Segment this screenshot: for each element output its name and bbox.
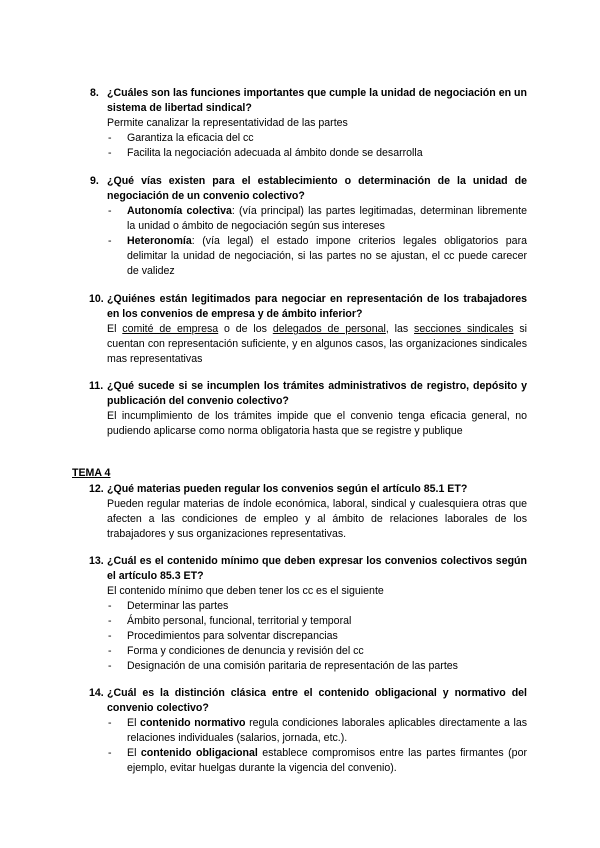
question-text: ¿Cuáles son las funciones importantes que cumple la unidad de negociación en un sistema de libertad sindical? <box>107 87 527 114</box>
question-number: 8. <box>90 87 99 99</box>
question-text: ¿Cuál es la distinción clásica entre el contenido obligacional y normativo del convenio colectivo? <box>107 687 527 714</box>
question-title <box>90 86 527 116</box>
item-text: regula condiciones laborales aplicables directamente a las relaciones individuales (salarios, jornada, etc.). <box>127 717 528 744</box>
answer-text: Pueden regular materias de índole económica, laboral, sindical y cualesquiera otras que afecten a las condiciones de empleo y al ámbito de relaciones laborales de los trabajadores y sus organizaciones representativas. <box>107 498 527 540</box>
question-text: ¿Qué vías existen para el establecimiento o determinación de la unidad de negociación de un convenio colectivo? <box>107 175 527 202</box>
answer-text: El incumplimiento de los trámites impide que el convenio tenga eficacia general, no pudiendo aplicarse como norma obligatoria hasta que se registre y publique <box>107 410 527 437</box>
question-text: ¿Qué materias pueden regular los convenios según el artículo 85.1 ET? <box>107 483 468 495</box>
question-title <box>90 686 527 716</box>
list-item: - Garantiza la eficacia del cc <box>127 131 527 146</box>
question-title <box>90 554 527 584</box>
question-11 <box>90 379 527 439</box>
term: Autonomía colectiva <box>127 205 232 217</box>
list-item: - El contenido obligacional establece compromisos entre las partes firmantes (por ejemplo, evitar huelgas durante la vigencia del convenio). <box>127 746 527 776</box>
question-8 <box>90 86 527 161</box>
term: Heteronomía <box>127 235 192 247</box>
question-title <box>90 174 527 204</box>
list-item: - Procedimientos para solventar discrepancias <box>127 629 527 644</box>
question-text: ¿Qué sucede si se incumplen los trámites administrativos de registro, depósito y publicación del convenio colectivo? <box>107 380 527 407</box>
question-10 <box>90 292 527 367</box>
item-text: : (vía legal) el estado impone criterios legales obligatorios para delimitar la unidad de negociación, si las partes no se ajustan, el cc puede carecer de validez <box>127 235 527 277</box>
question-title <box>90 379 527 409</box>
list-item: - Forma y condiciones de denuncia y revisión del cc <box>127 644 527 659</box>
term: contenido obligacional <box>140 747 258 759</box>
list-item <box>127 234 527 279</box>
list-item <box>127 204 527 234</box>
list-item: - Facilita la negociación adecuada al ámbito donde se desarrolla <box>127 146 527 161</box>
question-number: 12. <box>89 483 104 495</box>
section-heading: TEMA 4 <box>72 467 111 479</box>
answer-list <box>90 204 527 279</box>
list-item: - El contenido normativo regula condiciones laborales aplicables directamente a las relaciones individuales (salarios, jornada, etc.). <box>127 716 527 746</box>
term-secciones: secciones sindicales <box>414 323 514 335</box>
question-13 <box>90 554 527 674</box>
question-number: 11. <box>89 380 104 392</box>
answer-list <box>90 716 527 776</box>
question-title <box>90 482 527 497</box>
answer-list <box>90 131 527 161</box>
question-number: 14. <box>89 687 104 699</box>
item-text: : (vía principal) las partes legitimadas, determinan libremente la unidad o ámbito de negociación según sus intereses <box>127 205 527 232</box>
term: contenido normativo <box>140 717 246 729</box>
question-14 <box>90 686 527 776</box>
term-comite: comité de empresa <box>122 323 219 335</box>
question-number: 13. <box>89 555 104 567</box>
term-delegados: delegados de personal <box>272 323 386 335</box>
question-text: ¿Quiénes están legitimados para negociar en representación de los trabajadores en los convenios de empresa y de ámbito inferior? <box>107 293 527 320</box>
question-text: ¿Cuál es el contenido mínimo que deben expresar los convenios colectivos según el artículo 85.3 ET? <box>107 555 527 582</box>
item-text: establece compromisos entre las partes firmantes (por ejemplo, evitar huelgas durante la vigencia del convenio). <box>127 747 527 774</box>
question-number: 10. <box>89 293 104 305</box>
answer-list <box>90 599 527 674</box>
question-9 <box>90 174 527 279</box>
answer-text: Permite canalizar la representatividad de las partes <box>107 117 348 129</box>
question-12 <box>90 482 527 542</box>
list-item: - Designación de una comisión paritaria de representación de las partes <box>127 659 527 674</box>
question-title <box>90 292 527 322</box>
question-number: 9. <box>90 175 99 187</box>
list-item: - Ámbito personal, funcional, territorial y temporal <box>127 614 527 629</box>
answer-text: El comité de empresa o de los delegados de personal, las secciones sindicales si cuentan con representación suficiente, y en algunos casos, las organizaciones sindicales mas representativas <box>107 323 527 365</box>
answer-text: El contenido mínimo que deben tener los cc es el siguiente <box>107 585 384 597</box>
list-item: - Determinar las partes <box>127 599 527 614</box>
